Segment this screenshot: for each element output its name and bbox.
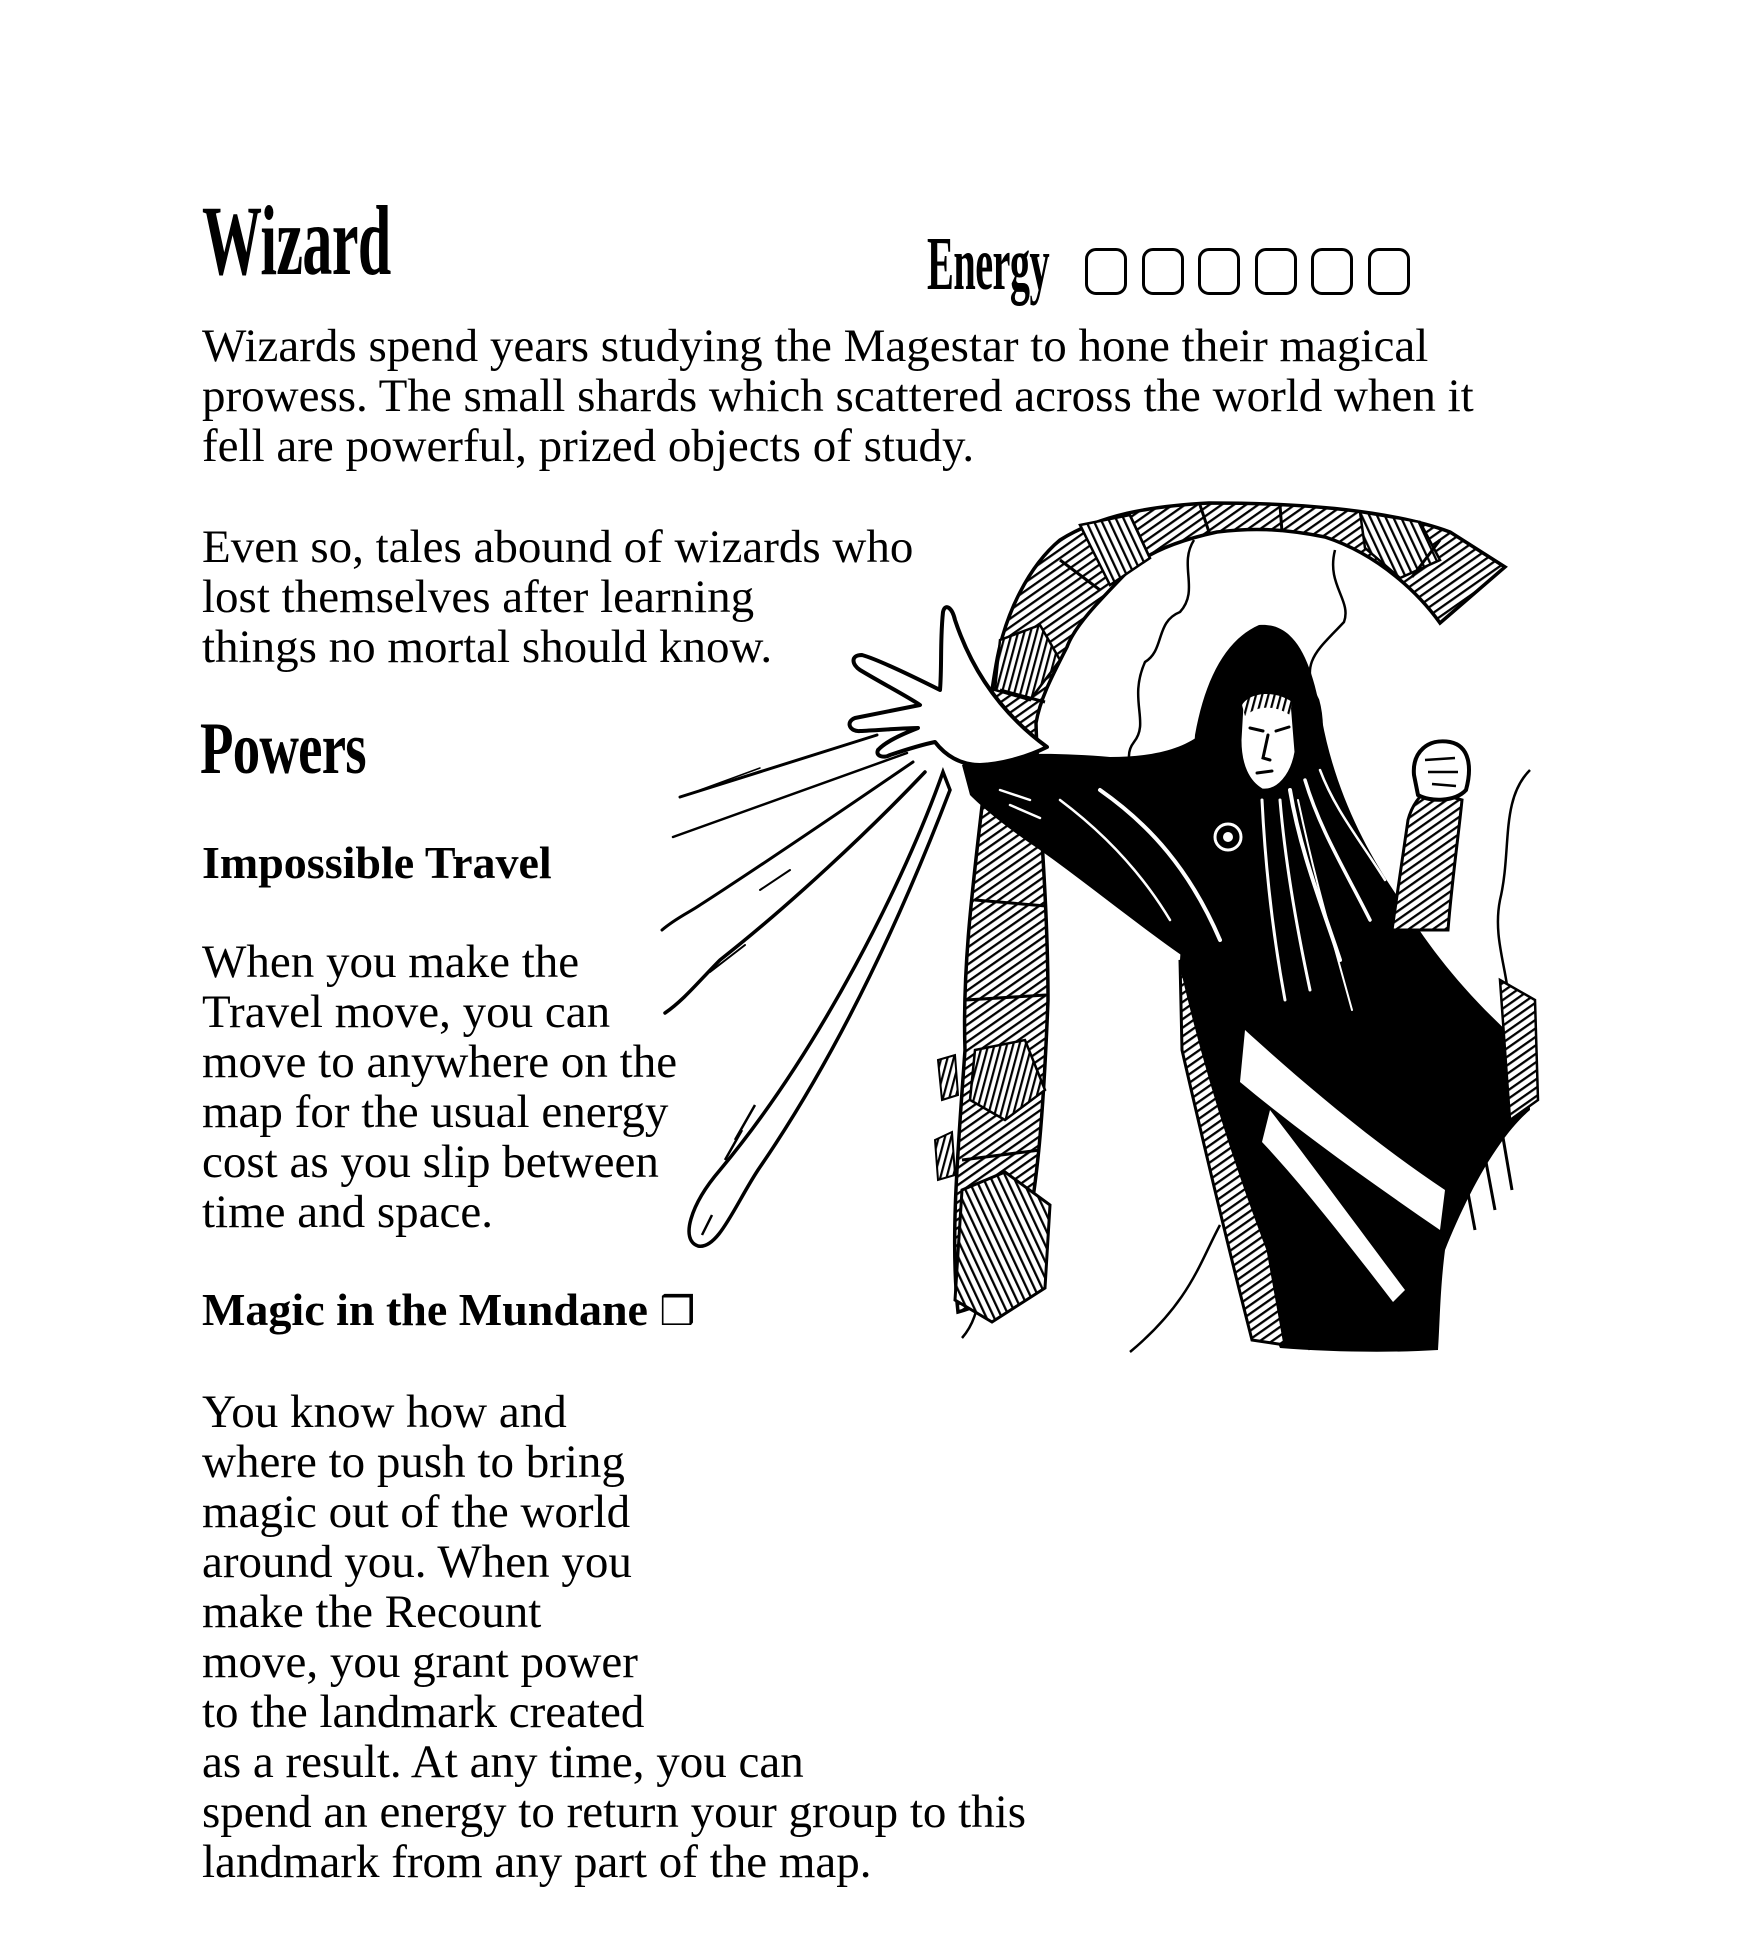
power-title-magic-in-the-mundane: Magic in the Mundane — [202, 1284, 648, 1335]
text-line: You know how and — [202, 1386, 567, 1438]
energy-checkbox-4[interactable] — [1255, 248, 1297, 295]
text-line: things no mortal should know. — [202, 621, 773, 673]
lore-paragraph — [202, 522, 913, 672]
energy-checkbox-6[interactable] — [1368, 248, 1410, 295]
text-line: landmark from any part of the map. — [202, 1836, 872, 1888]
energy-checkbox-3[interactable] — [1198, 248, 1240, 295]
amulet — [1215, 824, 1241, 850]
text-line: around you. When you — [202, 1536, 632, 1588]
text-line: Travel move, you can — [202, 986, 611, 1038]
text-line: fell are powerful, prized objects of study. — [202, 420, 975, 472]
text-line: cost as you slip between — [202, 1136, 659, 1188]
text-line: Even so, tales abound of wizards who — [202, 521, 914, 573]
raised-forearm — [1392, 790, 1462, 930]
text-line: lost themselves after learning — [202, 571, 755, 623]
text-line: magic out of the world — [202, 1486, 631, 1538]
energy-checkbox-5[interactable] — [1311, 248, 1353, 295]
power-description-impossible-travel — [202, 937, 677, 1237]
intro-paragraph — [202, 321, 1474, 471]
text-line: to the landmark created — [202, 1686, 645, 1738]
smoke-line — [1130, 1225, 1220, 1352]
text-line: as a result. At any time, you can — [202, 1736, 804, 1788]
power-heading-magic-in-the-mundane — [202, 1285, 695, 1337]
text-line: make the Recount — [202, 1586, 542, 1638]
page-title: Wizard — [202, 185, 391, 296]
energy-label: Energy — [927, 222, 1050, 306]
power-title-impossible-travel: Impossible Travel — [202, 837, 552, 888]
power-description-magic-in-the-mundane — [202, 1387, 1026, 1887]
powers-heading: Powers — [200, 708, 366, 790]
text-line: move, you grant power — [202, 1636, 638, 1688]
energy-tracker — [1085, 248, 1410, 295]
text-line: map for the usual energy — [202, 1086, 669, 1138]
energy-checkbox-2[interactable] — [1142, 248, 1184, 295]
energy-checkbox-1[interactable] — [1085, 248, 1127, 295]
text-line: where to push to bring — [202, 1436, 625, 1488]
text-line: Wizards spend years studying the Magestar to hone their magical — [202, 320, 1429, 372]
text-line: prowess. The small shards which scattered across the world when it — [202, 370, 1474, 422]
text-line: When you make the — [202, 936, 580, 988]
comet-ray — [689, 772, 950, 1246]
text-line: spend an energy to return your group to this — [202, 1786, 1027, 1838]
text-line: move to anywhere on the — [202, 1036, 678, 1088]
power-checkbox[interactable]: ❒ — [659, 1289, 696, 1335]
magic-rays — [662, 735, 925, 1013]
text-line: time and space. — [202, 1186, 494, 1238]
raised-fist — [1414, 741, 1469, 799]
